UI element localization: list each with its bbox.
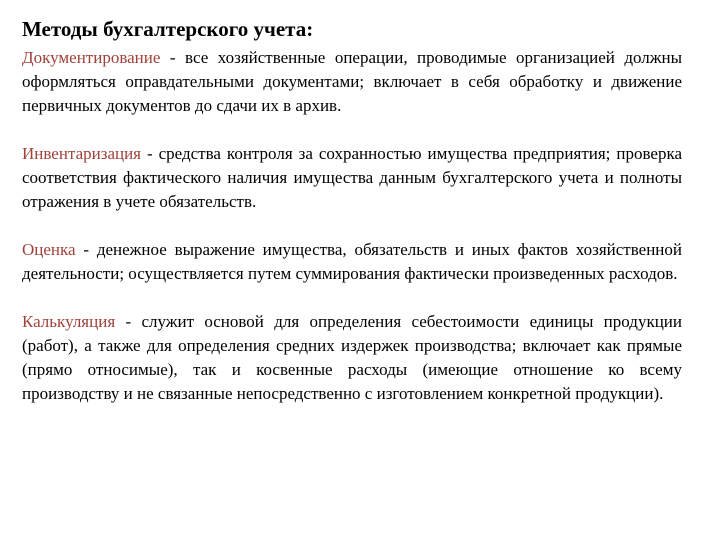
definition-documentation: - все хозяйственные операции, проводимые организацией должны оформляться оправдательными документами; включает в себя обработку и движение первичных документов до сдачи их в архив. <box>22 48 682 115</box>
section-valuation <box>22 238 682 286</box>
slide <box>22 16 682 430</box>
definition-valuation: - денежное выражение имущества, обязательств и иных фактов хозяйственной деятельности; осуществляется путем суммирования фактически произведенных расходов. <box>22 240 682 283</box>
term-valuation: Оценка <box>22 240 76 259</box>
term-documentation: Документирование <box>22 48 161 67</box>
definition-costing: - служит основой для определения себестоимости единицы продукции (работ), а также для определения средних издержек производства; включает как прямые (прямо относимые), так и косвенные расходы (имеющие отношение ко всему производству и не связанные непосредственно с изготовлением конкретной продукции). <box>22 312 682 403</box>
term-costing: Калькуляция <box>22 312 116 331</box>
section-costing <box>22 310 682 406</box>
term-inventory: Инвентаризация <box>22 144 141 163</box>
slide-title: Методы бухгалтерского учета: <box>22 17 314 41</box>
definition-inventory: - средства контроля за сохранностью имущества предприятия; проверка соответствия фактического наличия имущества данным бухгалтерского учета и полноты отражения в учете обязательств. <box>22 144 682 211</box>
section-documentation <box>22 46 682 118</box>
section-inventory <box>22 142 682 214</box>
